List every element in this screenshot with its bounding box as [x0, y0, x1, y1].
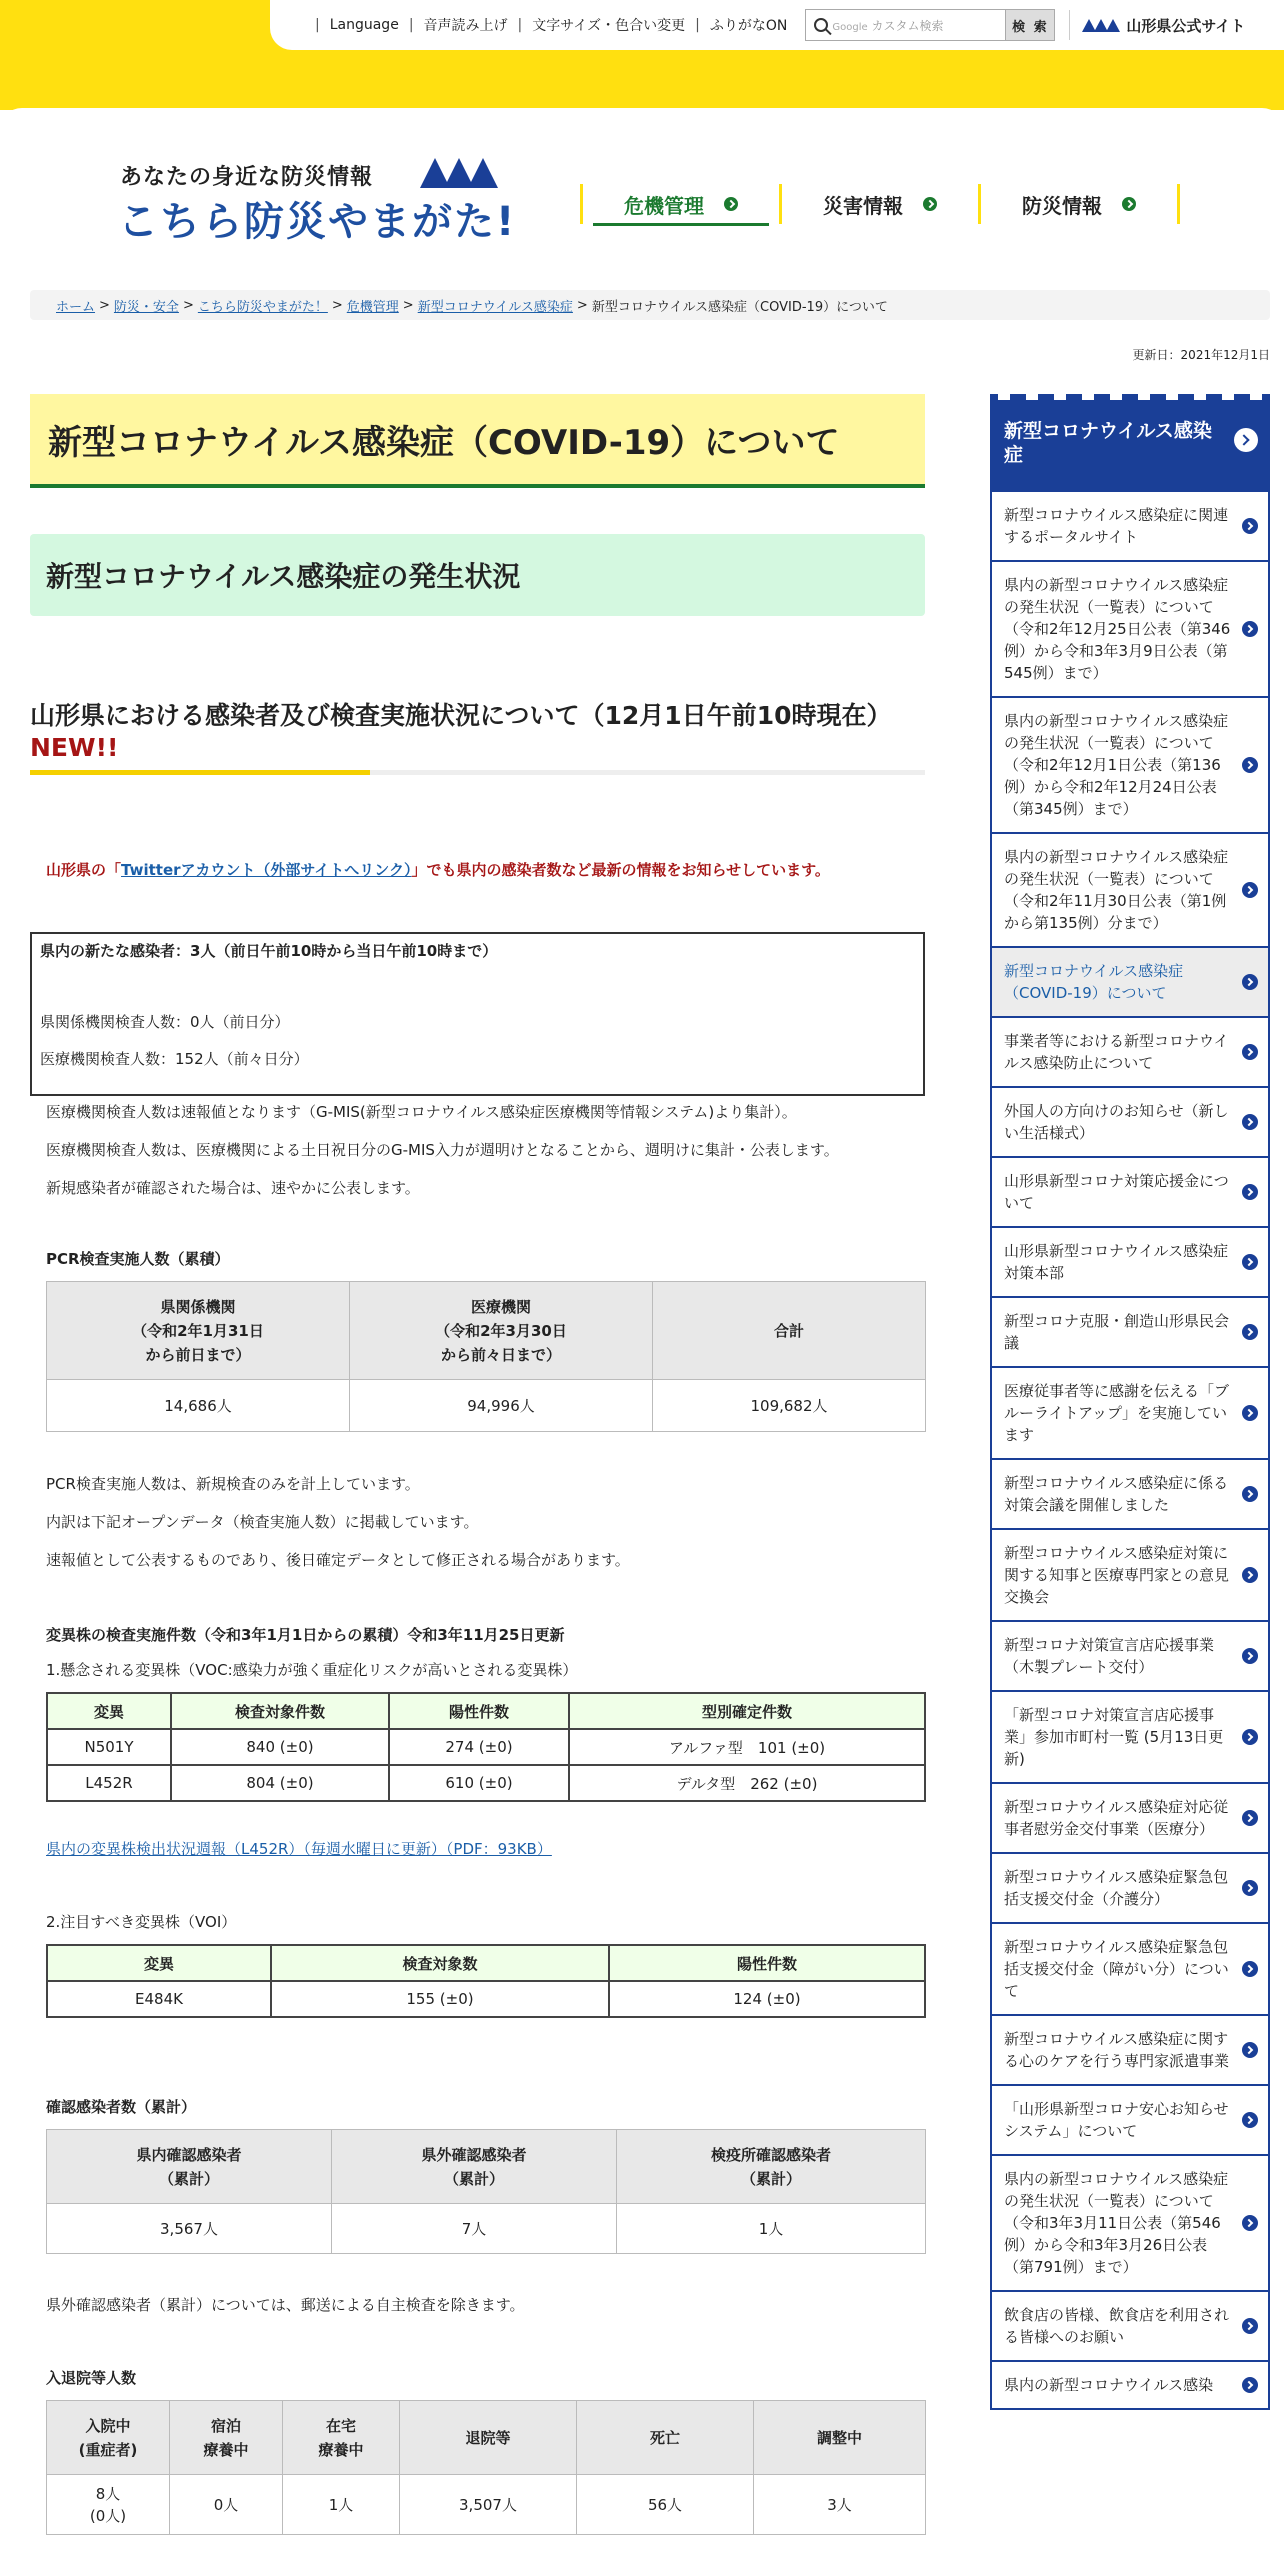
language-link[interactable]: Language — [329, 17, 399, 33]
arrow-circle-icon — [1242, 1810, 1258, 1826]
furigana-link[interactable]: ふりがなON — [709, 18, 788, 34]
notes-1 — [30, 1100, 925, 1214]
logo-subtitle: あなたの身近な防災情報 — [120, 165, 374, 190]
variant-report — [30, 1838, 925, 1859]
admission-title: 入退院等人数 — [46, 2369, 137, 2387]
nav-disaster-info[interactable]: 災害情報 — [779, 184, 978, 224]
arrow-circle-icon — [1242, 882, 1258, 898]
breadcrumb-corona[interactable]: 新型コロナウイルス感染症 — [417, 299, 573, 315]
confirmed-table — [46, 2129, 926, 2254]
nav-prevention-info[interactable]: 防災情報 — [978, 184, 1180, 224]
table-cell: デルタ型 262 (±0) — [569, 1765, 925, 1801]
arrow-circle-icon — [1242, 518, 1258, 534]
arrow-circle-icon — [923, 197, 937, 211]
voi-label: 2.注目すべき変異株（VOI） — [46, 1913, 237, 1931]
sidebar-item[interactable]: 新型コロナウイルス感染症に関連するポータルサイト — [990, 492, 1270, 562]
arrow-circle-icon — [1242, 2112, 1258, 2128]
table-cell: 3,567人 — [47, 2204, 332, 2254]
arrow-circle-icon — [1242, 2318, 1258, 2334]
table-cell: 1人 — [617, 2204, 926, 2254]
note-text: 医療機関検査人数は速報値となります（G-MIS(新型コロナウイルス感染症医療機関等情報システム)より集計）。 — [46, 1103, 797, 1121]
note-text: 速報値として公表するものであり、後日確定データとして修正される場合があります。 — [46, 1551, 630, 1569]
utility-links: | Language | 音声読み上げ | 文字サイズ・色合い変更 | ふりがなON — [315, 17, 788, 34]
pcr-title: PCR検査実施人数（累積） — [46, 1250, 230, 1268]
sidebar-item[interactable]: 県内の新型コロナウイルス感染 — [990, 2362, 1270, 2410]
utility-bar — [270, 0, 1284, 50]
chevron-right-icon — [1234, 428, 1258, 452]
daily-summary-box — [30, 932, 925, 1096]
table-cell: 124 (±0) — [609, 1981, 925, 2017]
table-cell: 8人 (0人) — [47, 2475, 170, 2535]
heading-underline — [30, 770, 925, 775]
arrow-circle-icon — [1242, 2042, 1258, 2058]
section-heading: 新型コロナウイルス感染症の発生状況 — [30, 534, 925, 616]
table-header: 合計 — [653, 1282, 926, 1380]
table-cell: 14,686人 — [47, 1380, 350, 1432]
yamagata-logo-icon — [1082, 19, 1118, 32]
table-cell: 7人 — [332, 2204, 617, 2254]
table-cell: 109,682人 — [653, 1380, 926, 1432]
admission-table — [46, 2400, 926, 2535]
main-content — [30, 394, 925, 2535]
table-header: 入院中 (重症者) — [47, 2401, 170, 2475]
arrow-circle-icon — [1242, 2215, 1258, 2231]
table-header: 検査対象数 — [271, 1945, 609, 1981]
arrow-circle-icon — [1242, 621, 1258, 637]
sidebar-item[interactable]: 新型コロナ対策宣言店応援事業（木製プレート交付） — [990, 1622, 1270, 1692]
sidebar-item[interactable]: 県内の新型コロナウイルス感染症の発生状況（一覧表）について（令和3年3月11日公表（第546例）から令和3年3月26日公表（第791例）まで） — [990, 2156, 1270, 2292]
sidebar-item[interactable]: 「新型コロナ対策宣言店応援事業」参加市町村一覧 (5月13日更新) — [990, 1692, 1270, 1784]
arrow-circle-icon — [1242, 1405, 1258, 1421]
arrow-circle-icon — [1242, 974, 1258, 990]
breadcrumb-bousai[interactable]: こちら防災やまがた！ — [197, 299, 328, 315]
note-text: 内訳は下記オープンデータ（検査実施人数）に掲載しています。 — [46, 1513, 479, 1531]
table-header: 陽性件数 — [389, 1693, 569, 1729]
breadcrumb: ホーム > 防災・安全 > こちら防災やまがた！ > 危機管理 > 新型コロナウイルス感染症 > 新型コロナウイルス感染症（COVID-19）について — [30, 290, 1270, 320]
table-cell: 155 (±0) — [271, 1981, 609, 2017]
sidebar-item[interactable]: 「山形県新型コロナ安心お知らせシステム」について — [990, 2086, 1270, 2156]
sidebar-item[interactable]: 新型コロナウイルス感染症に関する心のケアを行う専門家派遣事業 — [990, 2016, 1270, 2086]
table-cell: L452R — [47, 1765, 171, 1801]
sidebar-item[interactable]: 事業者等における新型コロナウイルス感染防止について — [990, 1018, 1270, 1088]
breadcrumb-current: 新型コロナウイルス感染症（COVID-19）について — [591, 299, 888, 315]
site-logo[interactable]: こちら防災やまがた! — [118, 199, 517, 245]
table-cell: 3人 — [754, 2475, 926, 2535]
twitter-link[interactable]: Twitterアカウント（外部サイトへリンク） — [121, 861, 412, 879]
table-header: 陽性件数 — [609, 1945, 925, 1981]
table-header: 宿泊 療養中 — [170, 2401, 283, 2475]
arrow-circle-icon — [1242, 1729, 1258, 1745]
sidebar-item[interactable]: 外国人の方向けのお知らせ（新しい生活様式） — [990, 1088, 1270, 1158]
voc-label: 1.懸念される変異株（VOC:感染力が強く重症化リスクが高いとされる変異株） — [46, 1661, 578, 1679]
breadcrumb-home[interactable]: ホーム — [56, 299, 96, 315]
table-cell: N501Y — [47, 1729, 171, 1765]
medical-tests-text: 医療機関検査人数：152人（前々日分） — [40, 1050, 309, 1068]
arrow-circle-icon — [1242, 1648, 1258, 1664]
table-header: 調整中 — [754, 2401, 926, 2475]
pcr-table — [46, 1281, 926, 1432]
table-cell: 804 (±0) — [171, 1765, 389, 1801]
search-input[interactable]: Google カスタム検索 — [832, 18, 944, 33]
sidebar-item[interactable]: 県内の新型コロナウイルス感染症の発生状況（一覧表）について（令和2年11月30日公表（第1例から第135例）分まで） — [990, 834, 1270, 948]
sidebar-item[interactable]: 新型コロナウイルス感染症に係る対策会議を開催しました — [990, 1460, 1270, 1530]
sidebar-item[interactable]: 県内の新型コロナウイルス感染症の発生状況（一覧表）について（令和2年12月1日公表（第136例）から令和2年12月24日公表（第345例）まで） — [990, 698, 1270, 834]
twitter-notice: 山形県の「Twitterアカウント（外部サイトへリンク）」でも県内の感染者数など最新の情報をお知らせしています。 — [46, 861, 830, 879]
sidebar-item[interactable]: 山形県新型コロナ対策応援金について — [990, 1158, 1270, 1228]
table-header: 医療機関 （令和2年3月30日 から前々日まで） — [350, 1282, 653, 1380]
new-cases-text: 県内の新たな感染者：3人（前日午前10時から当日午前10時まで） — [40, 942, 498, 960]
pref-official-link[interactable]: 山形県公式サイト — [1069, 10, 1245, 40]
arrow-circle-icon — [1242, 757, 1258, 773]
table-cell: 94,996人 — [350, 1380, 653, 1432]
sidebar-heading-label: 新型コロナウイルス感染症 — [1004, 420, 1212, 466]
table-header: 死亡 — [577, 2401, 754, 2475]
table-header: 県外確認感染者 （累計） — [332, 2130, 617, 2204]
note-text: PCR検査実施人数は、新規検査のみを計上しています。 — [46, 1475, 420, 1493]
arrow-circle-icon — [1242, 1044, 1258, 1060]
sidebar-item[interactable]: 新型コロナウイルス感染症緊急包括支援交付金（介護分） — [990, 1854, 1270, 1924]
arrow-circle-icon — [724, 197, 738, 211]
sidebar-item[interactable]: 飲食店の皆様、飲食店を利用される皆様へのお願い — [990, 2292, 1270, 2362]
page-title: 新型コロナウイルス感染症（COVID-19）について — [30, 394, 925, 488]
text-size-link[interactable]: 文字サイズ・色合い変更 — [532, 18, 686, 34]
table-header: 変異 — [47, 1693, 171, 1729]
table-cell: アルファ型 101 (±0) — [569, 1729, 925, 1765]
arrow-circle-icon — [1242, 1486, 1258, 1502]
global-nav — [580, 184, 1180, 224]
search-box[interactable] — [805, 9, 1055, 41]
table-cell: 1人 — [283, 2475, 400, 2535]
confirmed-note: 県外確認感染者（累計）については、郵送による自主検査を除きます。 — [46, 2296, 525, 2314]
pref-tests-text: 県関係機関検査人数：0人（前日分） — [40, 1013, 290, 1031]
arrow-circle-icon — [1242, 1114, 1258, 1130]
voice-reader-link[interactable]: 音声読み上げ — [423, 18, 508, 34]
arrow-circle-icon — [1242, 1961, 1258, 1977]
variant-title: 変異株の検査実施件数（令和3年1月1日からの累積）令和3年11月25日更新 — [46, 1626, 565, 1644]
table-cell: 0人 — [170, 2475, 283, 2535]
dashed-decoration — [998, 394, 1262, 400]
sidebar-item[interactable]: 新型コロナ克服・創造山形県民会議 — [990, 1298, 1270, 1368]
note-text: 医療機関検査人数は、医療機関による土日祝日分のG-MIS入力が週明けとなることから、週明けに集計・公表します。 — [46, 1141, 839, 1159]
table-cell: E484K — [47, 1981, 271, 2017]
arrow-circle-icon — [1242, 1567, 1258, 1583]
table-header: 在宅 療養中 — [283, 2401, 400, 2475]
sidebar-item[interactable]: 山形県新型コロナウイルス感染症対策本部 — [990, 1228, 1270, 1298]
table-header: 検疫所確認感染者 （累計） — [617, 2130, 926, 2204]
search-button[interactable]: 検 索 — [1005, 10, 1054, 40]
notes-2 — [30, 1472, 925, 1586]
sidebar — [990, 394, 1270, 2410]
table-cell: 274 (±0) — [389, 1729, 569, 1765]
table-cell: 3,507人 — [400, 2475, 577, 2535]
new-badge: NEW!! — [30, 733, 119, 762]
voc-table — [46, 1692, 926, 1802]
arrow-circle-icon — [1242, 1880, 1258, 1896]
subsection-heading: 山形県における感染者及び検査実施状況について（12月1日午前10時現在） NEW!! — [30, 700, 925, 764]
table-cell: 56人 — [577, 2475, 754, 2535]
updated-date: 更新日：2021年12月1日 — [1132, 348, 1270, 362]
sidebar-item[interactable]: 新型コロナウイルス感染症対応従事者慰労金交付事業（医療分） — [990, 1784, 1270, 1854]
arrow-circle-icon — [1242, 1324, 1258, 1340]
confirmed-title: 確認感染者数（累計） — [46, 2098, 197, 2116]
nav-crisis-management[interactable]: 危機管理 — [580, 184, 779, 224]
arrow-circle-icon — [1122, 197, 1136, 211]
note-text: 新規感染者が確認された場合は、速やかに公表します。 — [46, 1179, 420, 1197]
search-icon — [814, 18, 828, 32]
sidebar-item[interactable]: 新型コロナウイルス感染症対策に関する知事と医療専門家との意見交換会 — [990, 1530, 1270, 1622]
table-header: 退院等 — [400, 2401, 577, 2475]
sidebar-item[interactable]: 新型コロナウイルス感染症緊急包括支援交付金（障がい分）について — [990, 1924, 1270, 2016]
table-cell: 840 (±0) — [171, 1729, 389, 1765]
arrow-circle-icon — [1242, 1184, 1258, 1200]
arrow-circle-icon — [1242, 1254, 1258, 1270]
voi-table — [46, 1944, 926, 2018]
table-header: 型別確定件数 — [569, 1693, 925, 1729]
mountain-logo-icon — [420, 158, 492, 188]
table-header: 変異 — [47, 1945, 271, 1981]
sidebar-item[interactable]: 医療従事者等に感謝を伝える「ブルーライトアップ」を実施しています — [990, 1368, 1270, 1460]
table-header: 県内確認感染者 （累計） — [47, 2130, 332, 2204]
sidebar-heading[interactable] — [990, 394, 1270, 492]
variant-report-link[interactable]: 県内の変異株検出状況週報（L452R）（毎週水曜日に更新）（PDF：93KB） — [46, 1840, 552, 1858]
sidebar-item[interactable]: 県内の新型コロナウイルス感染症の発生状況（一覧表）について（令和2年12月25日公表（第346例）から令和3年3月9日公表（第545例）まで） — [990, 562, 1270, 698]
table-header: 県関係機関 （令和2年1月31日 から前日まで） — [47, 1282, 350, 1380]
breadcrumb-crisis[interactable]: 危機管理 — [346, 299, 399, 315]
breadcrumb-safety[interactable]: 防災・安全 — [113, 299, 179, 315]
table-cell: 610 (±0) — [389, 1765, 569, 1801]
table-header: 検査対象件数 — [171, 1693, 389, 1729]
sidebar-item-current[interactable]: 新型コロナウイルス感染症（COVID-19）について — [990, 948, 1270, 1018]
arrow-circle-icon — [1242, 2377, 1258, 2393]
